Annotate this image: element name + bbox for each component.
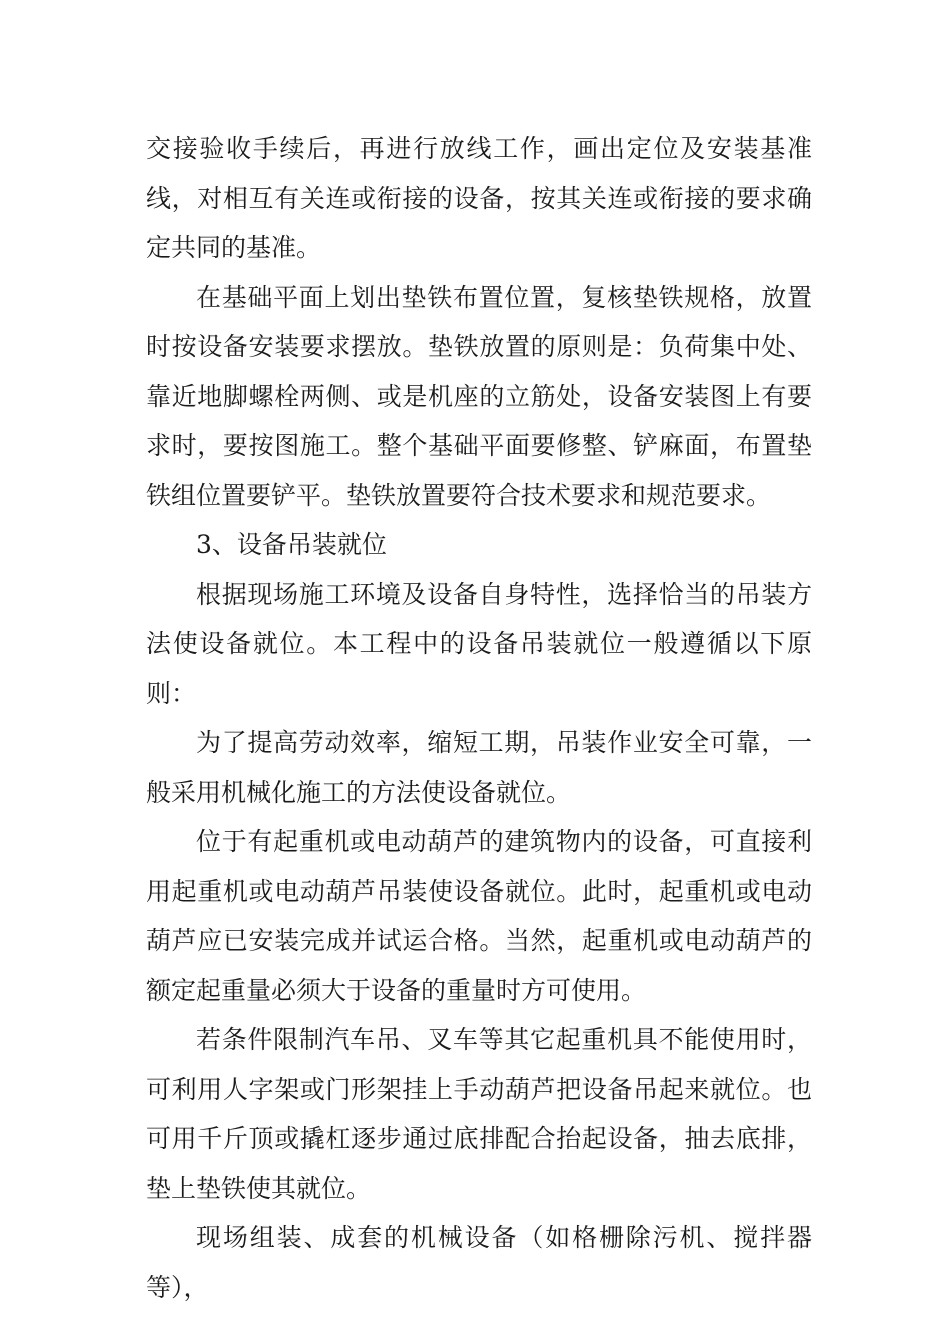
paragraph-site-assembly: 现场组装、成套的机械设备（如格栅除污机、搅拌器等），: [146, 1223, 812, 1302]
paragraph-crane-hoist: 位于有起重机或电动葫芦的建筑物内的设备，可直接利用起重机或电动葫芦吊装使设备就位。此时，起重机或电动葫芦应已安装完成并试运合格。当然，起重机或电动葫芦的额定起重量必须大于设备的重量时方可使用。: [146, 827, 812, 1005]
section-heading-equipment-hoisting: 3、设备吊装就位: [196, 530, 387, 559]
paragraph-mechanized-construction: 为了提高劳动效率，缩短工期，吊装作业安全可靠，一般采用机械化施工的方法使设备就位。: [146, 728, 812, 807]
paragraph-hoisting-method: 根据现场施工环境及设备自身特性，选择恰当的吊装方法使设备就位。本工程中的设备吊装就位一般遵循以下原则：: [146, 579, 812, 708]
body-text: [146, 124, 812, 1312]
paragraph-shim-tie-layout: 在基础平面上划出垫铁布置位置，复核垫铁规格，放置时按设备安装要求摆放。垫铁放置的原则是：负荷集中处、靠近地脚螺栓两侧、或是机座的立筋处，设备安装图上有要求时，要按图施工。整个基础平面要修整、铲麻面，布置垫铁组位置要铲平。垫铁放置要符合技术要求和规范要求。: [146, 282, 812, 510]
paragraph-continued: 交接验收手续后，再进行放线工作，画出定位及安装基准线，对相互有关连或衔接的设备，按其关连或衔接的要求确定共同的基准。: [146, 134, 812, 262]
paragraph-manual-hoist: 若条件限制汽车吊、叉车等其它起重机具不能使用时，可利用人字架或门形架挂上手动葫芦把设备吊起来就位。也可用千斤顶或撬杠逐步通过底排配合抬起设备，抽去底排，垫上垫铁使其就位。: [146, 1025, 812, 1203]
